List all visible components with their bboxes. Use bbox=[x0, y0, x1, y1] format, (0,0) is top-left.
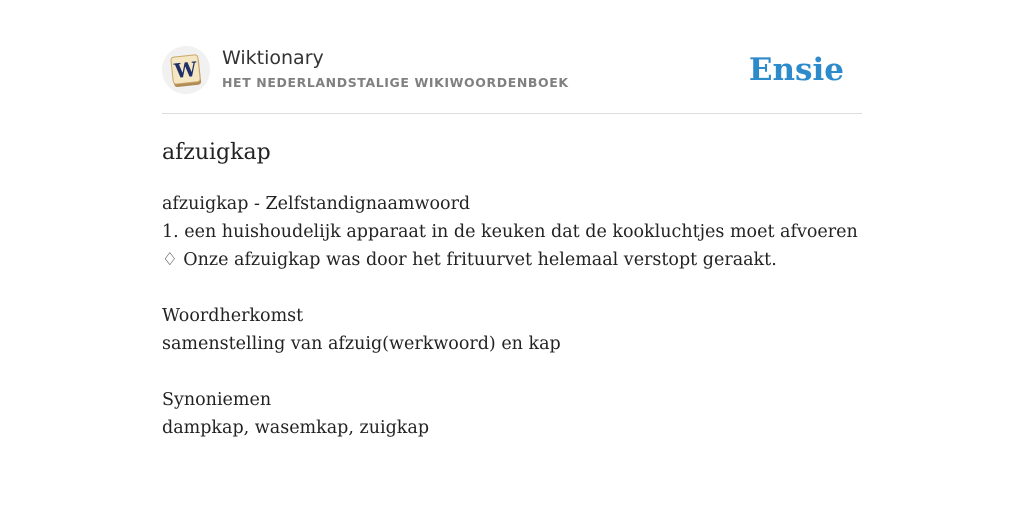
etymology-heading: Woordherkomst bbox=[162, 306, 304, 326]
etymology-text: samenstelling van afzuig(werkwoord) en kap bbox=[162, 334, 561, 354]
ensie-brand-link[interactable]: Ensie bbox=[748, 52, 844, 88]
wiktionary-logo-icon[interactable] bbox=[162, 46, 210, 94]
spacer bbox=[162, 274, 862, 302]
part-of-speech-line: afzuigkap - Zelfstandignaamwoord bbox=[162, 194, 471, 214]
site-title[interactable]: Wiktionary bbox=[222, 47, 324, 69]
site-header bbox=[162, 46, 862, 114]
logo-tile-graphic bbox=[162, 46, 210, 94]
example-line: ♢ Onze afzuigkap was door het frituurvet helemaal verstopt geraakt. bbox=[162, 250, 777, 270]
definition-line: 1. een huishoudelijk apparaat in de keuken dat de kookluchtjes moet afvoeren bbox=[162, 222, 858, 242]
page-title: afzuigkap bbox=[162, 140, 271, 165]
synonyms-heading: Synoniemen bbox=[162, 390, 272, 410]
entry-body bbox=[162, 190, 862, 442]
synonyms-text: dampkap, wasemkap, zuigkap bbox=[162, 418, 430, 438]
spacer bbox=[162, 358, 862, 386]
site-subtitle: HET NEDERLANDSTALIGE WIKIWOORDENBOEK bbox=[222, 75, 569, 90]
logo-letter: W bbox=[173, 56, 199, 84]
